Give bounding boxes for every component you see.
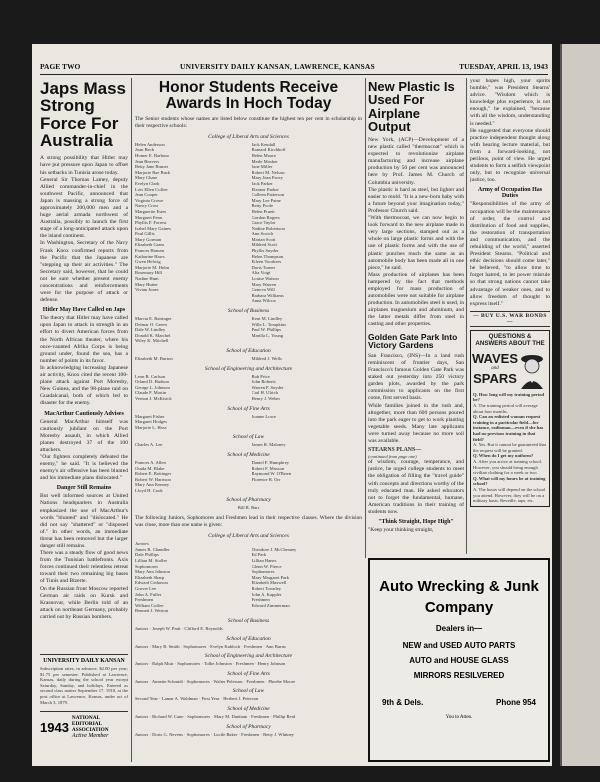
honor-name: Nadine Robertson (251, 225, 285, 231)
honor-name: Herbert J. Peterson (223, 696, 259, 702)
honor-name: Tolbe Johnston · (203, 661, 236, 667)
honor-name: Mildred Scott (251, 242, 277, 248)
nea-badge-year: 1943 (40, 719, 69, 735)
waves-woman-portrait (517, 349, 547, 389)
honor-name: John A. Kappler (251, 591, 282, 597)
honor-name: Edward Zimmerman (251, 602, 290, 608)
las-names (135, 142, 362, 304)
engineering-names (135, 374, 362, 402)
finearts-names (135, 414, 362, 431)
medicine-names-left (135, 460, 246, 494)
honor-name: Barbara Williams (251, 292, 284, 298)
honor-name: Gwen Helwig (135, 259, 161, 265)
honor-school-business: School of Business (227, 308, 270, 314)
engineering2-names (135, 661, 362, 667)
honor-name: Bob Price (251, 373, 270, 379)
plastic-para-1: New York, (ACP)—Development of a new plastic called "thermocoat" which is expected to revolutionize airplane manufacturing and increase airplane production by 50 per cent was announced here by Prof. James M. Church of Columbia university. (368, 137, 464, 186)
finearts-names-right (252, 414, 363, 431)
waves-a3: A. After you arrive at training school. However, you should bring enough civilian clothing for a week or two. (473, 458, 543, 476)
honor-name: James R. Chandler (135, 546, 170, 552)
honor-name: Delmar O. Green (135, 321, 167, 327)
honor-name: Juniors · (135, 643, 153, 649)
honor-name: Juniors · (135, 661, 153, 667)
honor-name: Marjorie L. Hoss (135, 424, 167, 430)
war-bonds-line: — BUY U.S. WAR BONDS — (470, 311, 550, 327)
honor-name: Freshmen · (251, 713, 274, 719)
honor-school-law: School of Law (232, 434, 265, 441)
ad-line-4: AUTO and HOUSE GLASS (409, 656, 509, 665)
plastic-para-3: "With thermocoat, we can now begin to look forward to the new airplane made in very large sections, stamped out as a whole on large plastic forms and with the use of plastic forms and with the use of plastic punches much the same as an automobile body has been made all in one piece," he said. (368, 215, 464, 271)
ad-title-line-1: Auto Wrecking & Junk (379, 578, 539, 595)
juniors-label: Juniors (135, 541, 149, 547)
column-honor (135, 78, 362, 762)
honor-name: Vernon J. McKisick (135, 395, 172, 401)
waves-a4: A. The hours will depend on the school you attend. However, they will be on a military basis. Reveille, taps, etc. (473, 486, 546, 504)
honor-name: Juniors · (135, 731, 153, 737)
plastic-para-2: The plastic is hard as steel, but lighter and easier to mold. "It is a new-born baby with a future beyond your imagination today," Professor Church said. (368, 186, 464, 214)
honor-name: Jack Parker (251, 180, 273, 186)
ad-phone: Phone 954 (495, 698, 536, 707)
column-rule-2 (365, 78, 366, 558)
honor-name: Katharine Haws (135, 253, 165, 259)
honor-name: Kent M. Lindley (251, 316, 283, 321)
honor-name: Marcia E. Bairinger (135, 316, 172, 321)
honor-name: Marjorie Rae Buck (135, 169, 171, 175)
nea-badge-sub: Active Member (71, 733, 109, 740)
honor-name: Lucile Baker · (213, 731, 242, 737)
japs-para-9: There was a steady flow of good news from the Tunisian battlefronts. Axis forces continued their relentless retreat toward their two remaining big bases of Tunis and Bizerte. (40, 550, 128, 585)
pharmacy-names (135, 505, 362, 511)
honor-intro-2: The following Juniors, Sophomores and Freshmen lead in their respective classes. Where the division was close, more than one name is given: (135, 515, 362, 529)
stearns-subhead-2: "Think Straight, Hope High" (378, 519, 454, 525)
japs-para-4: The theory that Hitler may have called upon Japan to attack in strength in an effort to divert American forces from the North African theater, where his once-vaunted Afrika Corps is being ground under, found the sea, has a number of points in its favor. (40, 315, 128, 364)
honor-name: Rosemary Hill (135, 270, 162, 276)
honor-name: Edward Cedarson (135, 580, 168, 586)
honor-name: Freshmen (251, 597, 270, 603)
honor-name: Carl H. Ulrich (251, 390, 278, 396)
stearns-para-1: of wisdom, courage, temperance, and justice, he urged college students to meet the obligation of filling the "travel guide" with concepts and directions worthy of the truly educated man. He asked educators not to forget the fundamental, humane, American traditions in their training of students now. (368, 459, 464, 515)
honor-name: Lillian M. Stoller (135, 558, 168, 564)
honor-name: Phillip Reid (273, 713, 296, 719)
honor-name: Mary R. Smith · (152, 643, 184, 649)
honor-name: Joanne Lowe (251, 413, 276, 419)
adjacent-page-edge (560, 44, 600, 766)
japs-para-8: But well informed sources at United Nations headquarters in Australia emphasized the use of MacArthur's words "blunted" and "dislocated." He did not say "shattered" or "disposed of." In other words, an immediate threat has been removed but the larger danger still remains. (40, 493, 128, 549)
medicine2-names (135, 714, 362, 720)
nea-badge (40, 711, 128, 739)
honor-name: Second Year · (135, 696, 162, 702)
newspaper-page (32, 44, 552, 766)
honor-name: Robert E. Bottinger (135, 471, 172, 477)
honor-name: Mary Chase (135, 175, 158, 181)
education2-names (135, 644, 362, 650)
honor-name: Marilla L. Young (251, 332, 284, 338)
las2-names-left (135, 547, 246, 614)
masthead (40, 62, 548, 74)
honor-name: Merle Mosher (251, 158, 278, 164)
honor-name: Vivian Jones (135, 287, 159, 293)
honor-school-law-2: School of Law (232, 688, 265, 695)
japs-subhead-2: MacArthur Cautiously Advises (44, 410, 124, 417)
honor-name: Ouida M. Blake (135, 465, 165, 471)
stearns-subhead-3: Army of Occupation Has Duties (477, 187, 543, 200)
honor-name: Walter Pelerson · (213, 678, 247, 684)
honor-name: Mary Margaret Park (251, 574, 289, 580)
headline-japs: Japs Mass Strong Force For Australia (40, 79, 126, 150)
honor-name: Robert F. Musson (251, 465, 285, 471)
stearns-subhead: STEARNS PLANS— (368, 447, 421, 454)
honor-name: Sophomores · (183, 643, 211, 649)
honor-name: Doris G. Nevens · (152, 731, 187, 737)
honor-name: Henry J. Weber (251, 395, 281, 401)
honor-name: John A. Fuller (135, 591, 162, 597)
honor-name: Richard W. Cane · (152, 713, 188, 719)
honor-name: Doris Turner (251, 264, 276, 270)
honor-school-business-2: School of Business (227, 617, 270, 624)
las2-names-right (252, 547, 363, 614)
column-rule-1 (131, 78, 132, 762)
honor-name: Florence B. Orr (251, 476, 281, 482)
honor-name: Phyllis Snyder (251, 248, 279, 254)
honor-name: Freshmen · (241, 731, 264, 737)
honor-name: Elizabeth Gram (135, 242, 164, 248)
issue-date: TUESDAY, APRIL 13, 1943 (459, 62, 548, 71)
headline-honor: Honor Students Receive Awards In Hoch Today (158, 79, 339, 112)
honor-name: Helen Pruett (251, 208, 275, 214)
las-names-left (135, 142, 246, 304)
honor-name: Betty Poole (251, 203, 274, 209)
honor-name: Orland D. Hudson (135, 379, 169, 385)
honor-name: Annette Schmidt · (151, 678, 187, 684)
honor-name: Joseph W. Pratt · (152, 625, 185, 631)
waves-and: and (491, 366, 499, 372)
honor-name: Nancy Crow (135, 203, 159, 209)
honor-name: John Roberts (251, 379, 276, 385)
honor-name: Dale W. Lindley (135, 327, 166, 333)
honor-name: Joan Beck (135, 147, 155, 153)
honor-school-finearts-2: School of Fine Arts (227, 670, 270, 677)
honor-name: Elizabeth M. Burton (135, 355, 173, 361)
honor-name: Ralph Muir · (152, 661, 178, 667)
honor-name: Freshmen · (246, 678, 269, 684)
honor-name: Grover Lee (135, 586, 157, 591)
honor-name: Alta Voigt (251, 270, 271, 276)
finearts-names-left (135, 414, 246, 431)
law2-names (135, 696, 362, 702)
education-names-right (252, 356, 363, 362)
honor-name: Sophomores · (186, 678, 214, 684)
waves-ad (470, 330, 550, 507)
japs-para-2: General Sir Thomas Lamey, deputy Allied commander-in-chief in the southwest Pacific, announced that Japan is massing a strong force of approximately 200,000 men and a huge aerial armada northwest of Australia, possibly to launch the first stage of a long-anticipated attack upon the island continent. (40, 176, 128, 240)
waves-q3: Q. When do I get my uniform? (473, 453, 534, 459)
honor-name: Mildred J. Wells (251, 355, 282, 361)
honor-name: Mary Hutter (135, 281, 158, 287)
honor-name: Mary Ann Johnson (135, 569, 170, 575)
honor-college-las: College of Liberal Arts and Sciences (208, 133, 289, 140)
honor-name: Jack Kendall (251, 141, 276, 147)
finearts2-names (135, 679, 362, 685)
engineering-names-left (135, 374, 246, 402)
business-names-right (252, 316, 363, 344)
honor-name: Juniors · (135, 678, 152, 684)
honor-name: Gordon Rogers (251, 214, 280, 220)
honor-name: William Coffee (135, 602, 164, 608)
pharmacy2-names (135, 732, 362, 738)
headline-plastic: New Plastic Is Used For Airplane Output (368, 79, 455, 134)
honor-name: Claude F. Martin (135, 390, 167, 396)
japs-para-3: In Washington, Secretary of the Navy Frank Knox confirmed reports from the Pacific that the Japanese are "stepping up their air activities." The Secretary said, however, that he could not be sure whether present enemy concentrations and reinforcements were for the purpose of attack or defense. (40, 240, 128, 304)
honor-school-medicine: School of Medicine (227, 451, 270, 458)
waves-a2: A. Yes. But it cannot be guaranteed that the request will be granted. (473, 442, 546, 453)
paper-name: UNIVERSITY DAILY KANSAN, LAWRENCE, KANSAS (180, 62, 375, 71)
honor-name: Henry Johnson (257, 661, 286, 667)
honor-name: Wiley K. Mitchell (135, 338, 169, 344)
japs-para-1: A strong possibility that Hitler may have put pressure upon Japan to offset his setbacks in Tunisia arose today. (40, 155, 128, 176)
honor-name: Freshmen · (243, 643, 266, 649)
honor-name: Louise Watson (251, 276, 279, 282)
honor-college-las-2: College of Liberal Arts and Sciences (208, 533, 289, 540)
waves-qa-title: QUESTIONS & ANSWERS ABOUT THE (475, 332, 545, 347)
japs-para-6: General MacArthur himself was cautiously jubilant on the Port Moresby assault, in which Allied planes destroyed 37 of the 100 attackers. (40, 418, 128, 453)
kansan-footer-text: Subscription rates, in advance, $2.00 per year; $1.75 per semester. Published at Lawrence, Kansas, daily during the school year except Saturday, Sunday, and holidays. Entered as second class matter September 17, 1910, at the post office at Lawrence, Kansas, under act of March 3, 1879. (40, 666, 128, 705)
plastic-para-4: Mass production of airplanes has been hampered by the fact that methods employed for mass production of automobiles were not suitable for airplane production. In automobiles steel is used, in airplanes magnesium and aluminum, and the latter metals differ from steel in casting and other properties. (368, 271, 464, 328)
honor-name: Warren F. Snyder (251, 384, 284, 390)
honor-name: Betty Jane Bruner (135, 164, 169, 170)
honor-name: Raymond W. O'Brien (251, 471, 291, 477)
ad-dealers: Dealers in— (435, 624, 483, 633)
masthead-rule (40, 74, 548, 75)
honor-name: Mary Warren (251, 281, 276, 287)
honor-name: Sophomores · (187, 713, 214, 719)
ad-line-5: MIRRORS RESILVERED (413, 671, 505, 680)
column-plastic (368, 78, 464, 554)
honor-name: Lloyd H. Cook (135, 487, 163, 493)
headline-golden-gate: Golden Gate Park Into Victory Gardens (368, 331, 458, 351)
ad-title-line-2: Company (424, 599, 494, 616)
honor-name: Grace Taylor (251, 220, 276, 226)
honor-name: Eileen Voorhees (251, 259, 282, 265)
honor-name: Colleen Patterson (251, 192, 285, 198)
honor-school-education: School of Education (226, 347, 271, 354)
stearns-para-4: He suggested that everyone should practice independent thought along with hearing lecture material, but from a forward-looking, not perilous, point of view. He urged students to form a selfish viewpoint only, but to recognize universal justice, too. (470, 127, 550, 184)
honor-name: Lillian Hanes (251, 558, 277, 564)
las-names-right (252, 142, 363, 304)
waves-a1: A. The training period will average about four months. (473, 403, 538, 414)
honor-name: Freshmen (135, 597, 154, 603)
honor-name: Eleanor Parker (251, 186, 279, 192)
honor-name: Willa L. Tompkins (251, 321, 286, 327)
japs-para-7: "Our fighters completely defeated the enemy," he said. "It is believed the enemy's air offensive has been blunted and his immediate plans dislocated." (40, 453, 128, 482)
page-number: PAGE TWO (40, 62, 81, 71)
honor-name: Lois Ellen Coffee (135, 186, 168, 192)
honor-name: Genova Will (251, 287, 275, 293)
honor-name: Jean Cooper (135, 192, 158, 198)
kansan-footer-title: UNIVERSITY DAILY KANSAN (43, 658, 125, 664)
honor-name: Phyllis F. Forrest (135, 220, 167, 226)
honor-name: Mary Ann Kenney (135, 482, 170, 488)
honor-name: Elizabeth Maxwell (251, 580, 287, 586)
stearns-para-2: "Keep your thinking straight, (368, 527, 434, 533)
waves-q2: Q. Can an enlisted woman request training in a particular field—for instance, radioman—even if she has had no previous training in that field? (473, 414, 544, 442)
honor-school-engineering-2: School of Engineering and Architecture (204, 653, 293, 660)
honor-name: Freshmen · (235, 661, 258, 667)
honor-name: Robert W. Harrison (135, 476, 171, 482)
waves-word: WAVES (472, 351, 518, 367)
japs-para-5: In acknowledging increasing Japanese air activity, Knox cited the recent 100-plane attack against Port Moresby, New Guinea, and the 98-plane raid on Guadalcanal, both of which led to disaster for the enemy. (40, 364, 128, 407)
kansan-footer (40, 654, 128, 765)
waves-q1: Q. How long will my training period be? (473, 391, 545, 403)
honor-name: Barnard Kirchhoff (251, 147, 286, 153)
honor-name: Leon R. Carlson (135, 373, 166, 379)
honor-name: George L. Johnson (135, 384, 170, 390)
law-names (135, 442, 362, 448)
honor-name: Mary Gorman (135, 236, 162, 242)
honor-name: Sophomores (135, 563, 158, 569)
honor-name: Margaret Fenn (135, 214, 163, 220)
education-names-left (135, 356, 246, 362)
honor-name: Juniors · (135, 713, 153, 719)
education-names (135, 356, 362, 362)
business2-names (135, 626, 362, 632)
honor-name: Jean Beavers (135, 158, 160, 164)
honor-school-engineering: School of Engineering and Architecture (204, 365, 293, 372)
honor-name: Marguerite Estes (135, 208, 167, 214)
engineering-names-right (252, 374, 363, 402)
stearns-continued: (continued from page one) (368, 453, 417, 459)
honor-name: Helen Moore (251, 152, 276, 158)
honor-name: Elizabeth Sharp (135, 574, 165, 580)
honor-name: Paul W. Phillips (251, 327, 281, 333)
honor-name: Sophomores · (177, 661, 204, 667)
honor-name: Phoebe Moore (268, 678, 296, 684)
honor-name: Evelyn Clark (135, 180, 160, 186)
honor-name: Juniors · (135, 625, 153, 631)
honor-name: Paul Gillis (135, 231, 155, 237)
honor-name: Robert M. Nelson (251, 169, 285, 175)
honor-name: Ann Scotch (251, 231, 274, 237)
golden-gate-para-2: While families joined in the rush and, altogether, more than 600 persons poured into the park eager to get to work planting vegetable seeds. Many late applicants were turned away because no more soil was available. (368, 402, 464, 444)
honor-name: Lamar A. Waldman · (161, 696, 202, 702)
golden-gate-para-1: San Francisco, (INS)—In a land rush reminiscent of frontier days, San Francisco's famous Golden Gate Park was staked out yesterday into 250 victory garden plots, awarded by the park commission to applicants on the first come, first served basis. (368, 352, 464, 402)
honor-name: Margaret Fisher (135, 413, 165, 419)
stearns-para-5: "Responsibilities of the army of occupation will be the maintenance of order, the control and distribution of food and supplies, the restoration of transportation and communication, and the rebuilding of the world," asserted President Stearns. "Political and ethic decisions should come later," he believed, "to allow time to forget hatred, to let power misrule so that strong nations cannot take advantage of weaker ones, and to allow freedom of thought to express itself." (470, 201, 550, 307)
honor-name: First Year · (201, 696, 224, 702)
spars-word: SPARS (473, 371, 517, 387)
honor-name: Bennett J. Weston (135, 608, 169, 614)
honor-name: Evelyn Kubloch · (210, 643, 244, 649)
honor-name: Anna Wilcox (251, 298, 276, 304)
medicine-names (135, 460, 362, 494)
auto-wrecking-ad (368, 558, 550, 762)
honor-name: Clifford E. Reynolds (184, 625, 223, 631)
las2-names (135, 547, 362, 614)
honor-name: Margaret Hodges (135, 419, 167, 425)
honor-name: Marian Scott (251, 236, 276, 242)
honor-name: Helen Anderson (135, 141, 165, 147)
japs-para-10: On the Russian front Moscow reported German air raids on Kursk and Krasnovar, while Berlin told of an attack on northeast Germany, probably carried out by Russian bombers. (40, 585, 128, 620)
honor-school-pharmacy: School of Pharmacy (226, 497, 271, 504)
honor-name: Jane Miller (251, 164, 273, 170)
honor-name: Frances A. Allen (135, 459, 166, 465)
honor-name: James R. Maloney (251, 442, 286, 448)
honor-name: Daniel F. Humphrey (251, 459, 290, 465)
waves-q4: Q. What will my hours be at training school? (473, 475, 546, 487)
honor-school-education-2: School of Education (226, 635, 271, 642)
ad-address: 9th & Dels. (382, 698, 424, 707)
honor-name: Nadine Hunt (135, 276, 159, 282)
honor-name: Dale Phillips (135, 552, 159, 558)
law-names-right (252, 442, 363, 448)
honor-name: Theodore J. McChesney (251, 546, 297, 552)
honor-name: Frances Hansen (135, 248, 165, 254)
honor-name: Ed Park (251, 552, 267, 558)
honor-name: Mary Lee Paine (251, 197, 281, 203)
medicine-names-right (252, 460, 363, 494)
business-names (135, 316, 362, 344)
honor-name: Sophomores · (186, 731, 214, 737)
business-names-left (135, 316, 246, 344)
honor-name: Isabel Mary Gaines (135, 225, 171, 231)
honor-name: Virginia Crowe (135, 197, 164, 203)
honor-name: Donald K. Maichel (135, 332, 171, 338)
stearns-para-3: your hopes high, your spirits humble," was President Stearns' advice. "Wisdom which is knowledge plus experience, is not enough," he explained, "because with all the wisdom, understanding is needed." (470, 78, 550, 127)
honor-school-finearts: School of Fine Arts (227, 405, 270, 412)
honor-intro: The Senior students whose names are listed below constitute the highest ten per cent in scholarship in their respective schools: (135, 115, 362, 129)
honor-name: Homer E. Barbour (135, 152, 170, 158)
honor-name: Marjorie M. Holm (135, 264, 170, 270)
japs-subhead-3: Danger Still Remains (56, 485, 112, 492)
honor-school-medicine-2: School of Medicine (227, 705, 270, 712)
japs-subhead-1: Hitler May Have Called on Japs (42, 307, 126, 314)
honor-name: Robert Townley (251, 586, 282, 591)
column-stearns (470, 78, 550, 554)
honor-name: Ann Burns (265, 643, 286, 649)
honor-school-pharmacy-2: School of Pharmacy (226, 723, 271, 730)
ad-footer: You to Atten. (445, 715, 473, 720)
ad-line-3: NEW and USED AUTO PARTS (402, 641, 516, 650)
honor-name: Betty J. Whitney (263, 731, 295, 737)
honor-name: Mary Jean Pacey (251, 175, 283, 181)
honor-name: Glenn W. Pierce (251, 563, 282, 569)
honor-name: Charles A. Lee (135, 442, 163, 448)
column-rule-3 (466, 78, 467, 554)
nea-badge-title: NATIONAL EDITORIAL ASSOCIATION (71, 715, 109, 734)
honor-name: Bill R. Barr (237, 505, 260, 511)
honor-name: Mary M. Dunham · (214, 713, 252, 719)
honor-name: Helen Thompson (251, 253, 284, 259)
law-names-left (135, 442, 246, 448)
honor-name: Sophomores (251, 569, 275, 575)
